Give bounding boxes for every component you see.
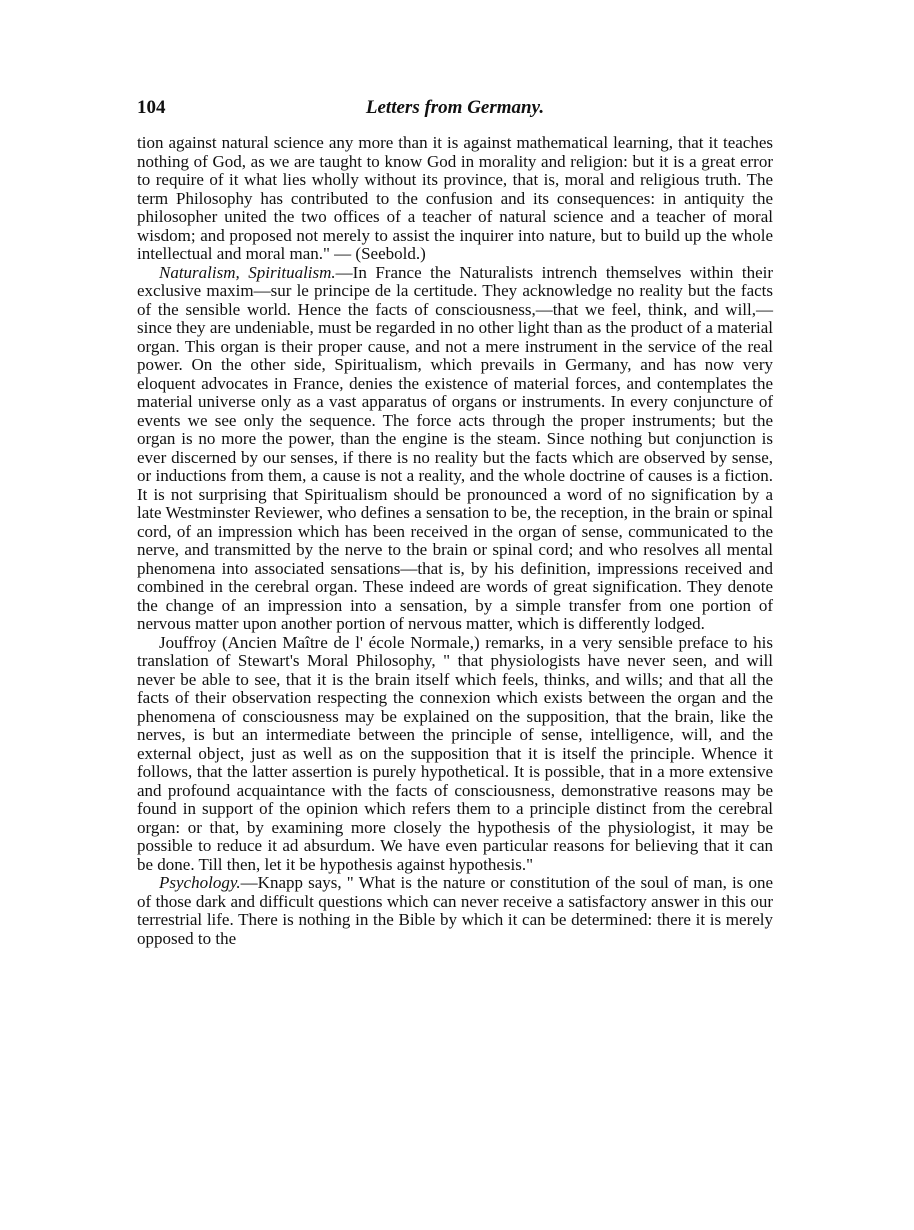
paragraph-3 (137, 634, 773, 875)
paragraph-4 (137, 874, 773, 948)
paragraph-3-text: Jouffroy (Ancien Maître de l' école Normale,) remarks, in a very sensible preface to his translation of Stewart's Moral Philosophy, " that physiologists have never seen, and will never be able to see, that it is the brain itself which feels, thinks, and wills; and that all the facts of their observation respecting the connexion which exists between the organ and the phenomena of consciousness may be explained on the supposition, that the brain, like the nerves, is but an intermediate between the principle of sense, intelligence, will, and the external object, just as well as on the supposition that it is itself the principle. Whence it follows, that the latter assertion is purely hypothetical. It is possible, that in a more extensive and profound acquaintance with the facts of consciousness, demonstrative reasons may be found in support of the opinion which refers them to a principle distinct from the cerebral organ: or that, by examining more closely the hypothesis of the physiologist, it may be possible to reduce it ad absurdum. We have even particular reasons for believing that it can be done. Till then, let it be hypothesis against hypothesis." (137, 632, 773, 874)
body-text (137, 134, 773, 948)
page-number: 104 (137, 97, 166, 118)
paragraph-2 (137, 264, 773, 634)
paragraph-2-text: —In France the Naturalists intrench themselves within their exclusive maxim—sur le principe de la certitude. They acknowledge no reality but the facts of the sensible world. Hence the facts of consciousness,—that we feel, think, and will,—since they are undeniable, must be regarded in no other light than as the product of a material organ. This organ is their proper cause, and not a mere instrument in the service of the real power. On the other side, Spiritualism, which prevails in Germany, and has now very eloquent advocates in France, denies the existence of material forces, and contemplates the material universe only as a vast apparatus of organs or instruments. In every conjuncture of events we see only the sequence. The force acts through the proper instruments; but the organ is no more the power, than the engine is the steam. Since nothing but conjunction is ever discerned by our senses, if there is no reality but the facts which are observed by sense, or inductions from them, a cause is not a reality, and the whole doctrine of causes is a fiction. It is not surprising that Spiritualism should be pronounced a word of no signification by a late Westminster Reviewer, who defines a sensation to be, the reception, in the brain or spinal cord, of an impression which has been received in the organ of sense, communicated to the nerve, and transmitted by the nerve to the brain or spinal cord; and who resolves all mental phenomena into associated sensations—that is, by his definition, impressions received and combined in the cerebral organ. These indeed are words of great signification. They denote the change of an impression into a sensation, by a simple transfer from one portion of nervous matter upon another portion of nervous matter, which is differently lodged. (137, 262, 774, 633)
running-title: Letters from Germany. (365, 97, 545, 118)
page-header (137, 97, 773, 123)
paragraph-1 (137, 134, 773, 264)
paragraph-2-lead: Naturalism, Spiritualism. (159, 262, 336, 282)
paragraph-1-text: tion against natural science any more than it is against mathematical learning, that it teaches nothing of God, as we are taught to know God in morality and religion: but it is a great error to require of it what lies wholly without its province, that is, moral and religious truth. The term Philosophy has contributed to the confusion and its consequences: in antiquity the philosopher united the two offices of a teacher of natural science and a teacher of moral wisdom; and proposed not merely to assist the inquirer into nature, but to build up the whole intellectual and moral man." — (Seebold.) (137, 133, 773, 263)
paragraph-4-text: —Knapp says, " What is the nature or constitution of the soul of man, is one of those dark and difficult questions which can never receive a satisfactory answer in this our terrestrial life. There is nothing in the Bible by which it can be determined: there it is merely opposed to the (137, 873, 773, 948)
paragraph-4-lead: Psychology. (159, 873, 241, 892)
